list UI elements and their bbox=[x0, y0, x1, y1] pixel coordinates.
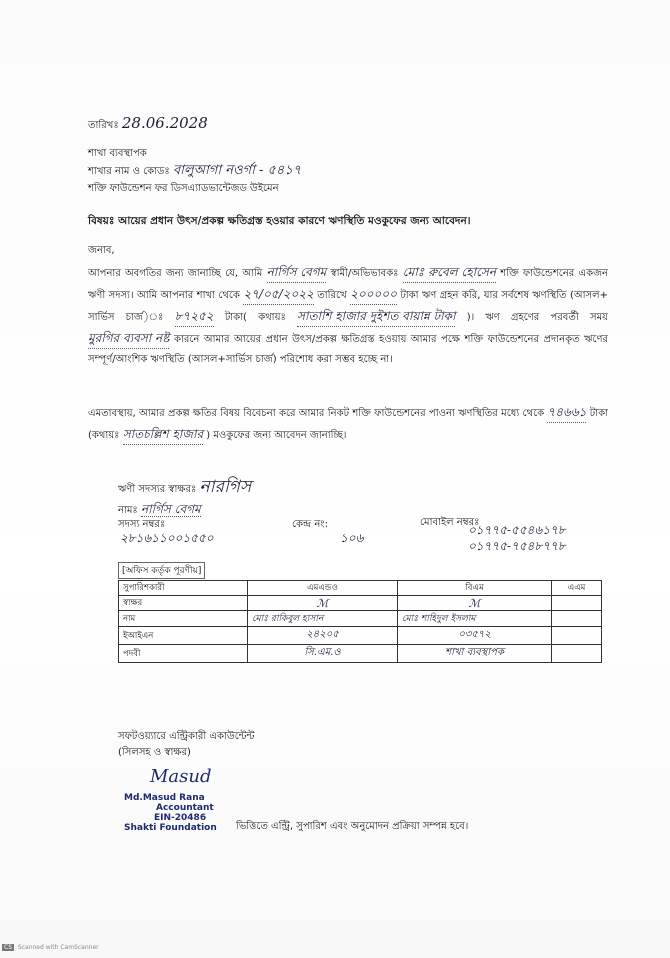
member-name: নার্গিস বেগম bbox=[140, 502, 201, 516]
table-row bbox=[119, 596, 602, 611]
member-number-label: সদস্য নম্বরঃ bbox=[118, 519, 166, 530]
row-label: ইআইএন bbox=[119, 627, 248, 645]
text-fragment: তারিখে bbox=[317, 290, 347, 301]
text-fragment: শক্তি ফাউন্ডেশনের একজন ঋণী সদস্য। আমি আপনার শাখা থেকে bbox=[88, 268, 609, 301]
table-cell: ২৪২০৫ bbox=[248, 627, 398, 645]
member-name-line bbox=[118, 502, 201, 518]
text-fragment: এমতাবস্থায়, আমার প্রকল্প ক্ষতির বিষয় বিবেচনা করে আমার নিকট শক্তি ফাউন্ডেশনের পাওনা ঋণস্থিতির মধ্যে থেকে bbox=[88, 408, 545, 419]
row-label: নাম bbox=[119, 611, 248, 627]
branch-value: বালুআগা নওর্গা - ৫৪১৭ bbox=[172, 163, 302, 178]
table-cell bbox=[552, 611, 602, 627]
table-row bbox=[119, 611, 602, 627]
text-fragment: স্বামী/অভিভাবকঃ bbox=[330, 268, 399, 279]
branch-label: শাখার নাম ও কোডঃ bbox=[88, 166, 170, 177]
date-value: 28.06.2028 bbox=[121, 114, 208, 132]
accountant-seal-note: (সিলসহ ও স্বাক্ষর) bbox=[118, 747, 191, 758]
seal-org: Shakti Foundation bbox=[124, 823, 217, 833]
column-header: বিএম bbox=[398, 581, 552, 596]
table-row bbox=[119, 645, 602, 663]
body-paragraph-2 bbox=[88, 402, 608, 446]
text-fragment: ) মওকুফের জন্য আবেদন জানাচ্ছি। bbox=[206, 430, 347, 441]
signature-cell: ℳ bbox=[248, 596, 398, 611]
table-cell bbox=[552, 645, 602, 663]
mobile-label: মোবাইল নম্বরঃ bbox=[420, 517, 480, 528]
loan-amount: ২০০০০০ bbox=[350, 284, 397, 305]
signature-cell: ℳ bbox=[398, 596, 552, 611]
body-paragraph-1 bbox=[88, 262, 608, 370]
text-fragment: আপনার অবগতির জন্য জানাচ্ছি যে, আমি bbox=[88, 268, 263, 279]
org-line: শক্তি ফাউন্ডেশন ফর ডিসএ্যাডভান্টেজড উইমেন bbox=[88, 183, 279, 194]
member-number: ২৮১৬১১০০১৫৫০ bbox=[120, 531, 214, 545]
damage-reason: মুরগির ব্যবসা নষ্ট bbox=[88, 328, 169, 349]
seal-title: Accountant bbox=[156, 803, 214, 813]
table-header-row bbox=[119, 581, 602, 596]
table-cell: সি.এম.ও bbox=[248, 645, 398, 663]
table-row bbox=[119, 627, 602, 645]
accountant-signature: Masud bbox=[150, 766, 212, 787]
scanner-watermark bbox=[2, 944, 99, 951]
camscanner-logo-icon: CS bbox=[4, 944, 12, 951]
branch-line bbox=[88, 164, 301, 179]
center-label: কেন্দ্র নং: bbox=[292, 519, 328, 530]
accountant-seal bbox=[124, 793, 217, 833]
table-cell: ০৩৫৭২ bbox=[398, 627, 552, 645]
date-line bbox=[88, 116, 208, 133]
member-signature: নারগিস bbox=[199, 477, 252, 497]
row-label: স্বাক্ষর bbox=[119, 596, 248, 611]
member-name-label: নামঃ bbox=[118, 505, 138, 516]
table-cell: শাখা ব্যবস্থাপক bbox=[398, 645, 552, 663]
addressee: শাখা ব্যবস্থাপক bbox=[88, 148, 147, 159]
center-number: ১০৬ bbox=[340, 531, 364, 545]
waiver-in-words: সাতচল্লিশ হাজার bbox=[123, 424, 203, 445]
table-cell: মোঃ শাহিদুল ইসলাম bbox=[398, 611, 552, 627]
mobile-number-2: ০১৭৭৫-৭৫৪৮৭৭৮ bbox=[468, 539, 566, 553]
applicant-name: নার্গিস বেগম bbox=[267, 262, 327, 283]
waiver-amount: ৭৪৬৬১ bbox=[547, 402, 586, 423]
seal-ein: EIN-20486 bbox=[154, 813, 207, 823]
column-header: এএম bbox=[552, 581, 602, 596]
signature-cell bbox=[552, 596, 602, 611]
footer-note: ভিত্তিতে এন্ট্রি, সুপারিশ এবং অনুমোদন প্রক্রিয়া সম্পন্ন হবে। bbox=[236, 821, 469, 832]
seal-name: Md.Masud Rana bbox=[124, 793, 205, 803]
table-cell: মোঃ রাকিবুল হাসান bbox=[248, 611, 398, 627]
member-signature-line bbox=[118, 477, 252, 497]
subject-line: বিষয়ঃ আয়ের প্রধান উৎস/প্রকল্প ক্ষতিগ্রস্ত হওয়ার কারণে ঋণস্থিতি মওকুফের জন্য আবেদন। bbox=[88, 215, 471, 227]
text-fragment: কারনে আমার আয়ের প্রধান উৎস/প্রকল্প ক্ষতিগ্রস্ত হওয়ায় আমার পক্ষে শক্তি ফাউন্ডেশনের প্রদানকৃত ঋণের সম্পূর্ণ/আংশিক ঋণস্থিতি (আসল+সার্ভিস চার্জ) পরিশোধ করা সম্ভব হচ্ছে না। bbox=[88, 334, 608, 365]
text-fragment: টাকা( কথায়ঃ bbox=[224, 312, 286, 323]
office-approval-table bbox=[118, 580, 602, 663]
column-header: এমএন্ডও bbox=[248, 581, 398, 596]
table-cell bbox=[552, 627, 602, 645]
office-use-label: [অফিস কর্তৃক পূরণীয়] bbox=[118, 562, 205, 579]
column-header: সুপারিশকারী bbox=[119, 581, 248, 596]
accountant-line: সফটওয়্যারে এন্ট্রিকারী একাউন্টেন্ট bbox=[118, 731, 255, 742]
text-fragment: টাকা (কথায়ঃ bbox=[88, 408, 608, 441]
member-signature-label: ঋণী সদস্যর স্বাক্ষরঃ bbox=[118, 484, 197, 495]
guardian-name: মোঃ রুবেল হোসেন bbox=[403, 262, 496, 283]
row-label: পদবী bbox=[119, 645, 248, 663]
mobile-number-1: ০১৭৭৫-৫৫৪৬১৭৮ bbox=[468, 523, 566, 537]
text-fragment: )। ঋণ গ্রহণের পরবর্তী সময় bbox=[466, 312, 609, 323]
loan-date: ২৭/০৫/২০২২ bbox=[243, 284, 314, 305]
text-fragment: টাকা ঋণ গ্রহন করি, যার সর্বশেষ ঋণস্থিতি (আসল+ সার্ভিস চার্জ)ঃ bbox=[88, 290, 608, 323]
outstanding-balance: ৮৭২৫২ bbox=[175, 306, 214, 327]
scanner-text: Scanned with CamScanner bbox=[17, 944, 99, 951]
date-label: তারিখঃ bbox=[88, 120, 119, 131]
amount-in-words: সাতাশি হাজার দুইশত বায়ান্ন টাকা bbox=[297, 306, 455, 327]
salutation: জনাব, bbox=[88, 245, 115, 256]
